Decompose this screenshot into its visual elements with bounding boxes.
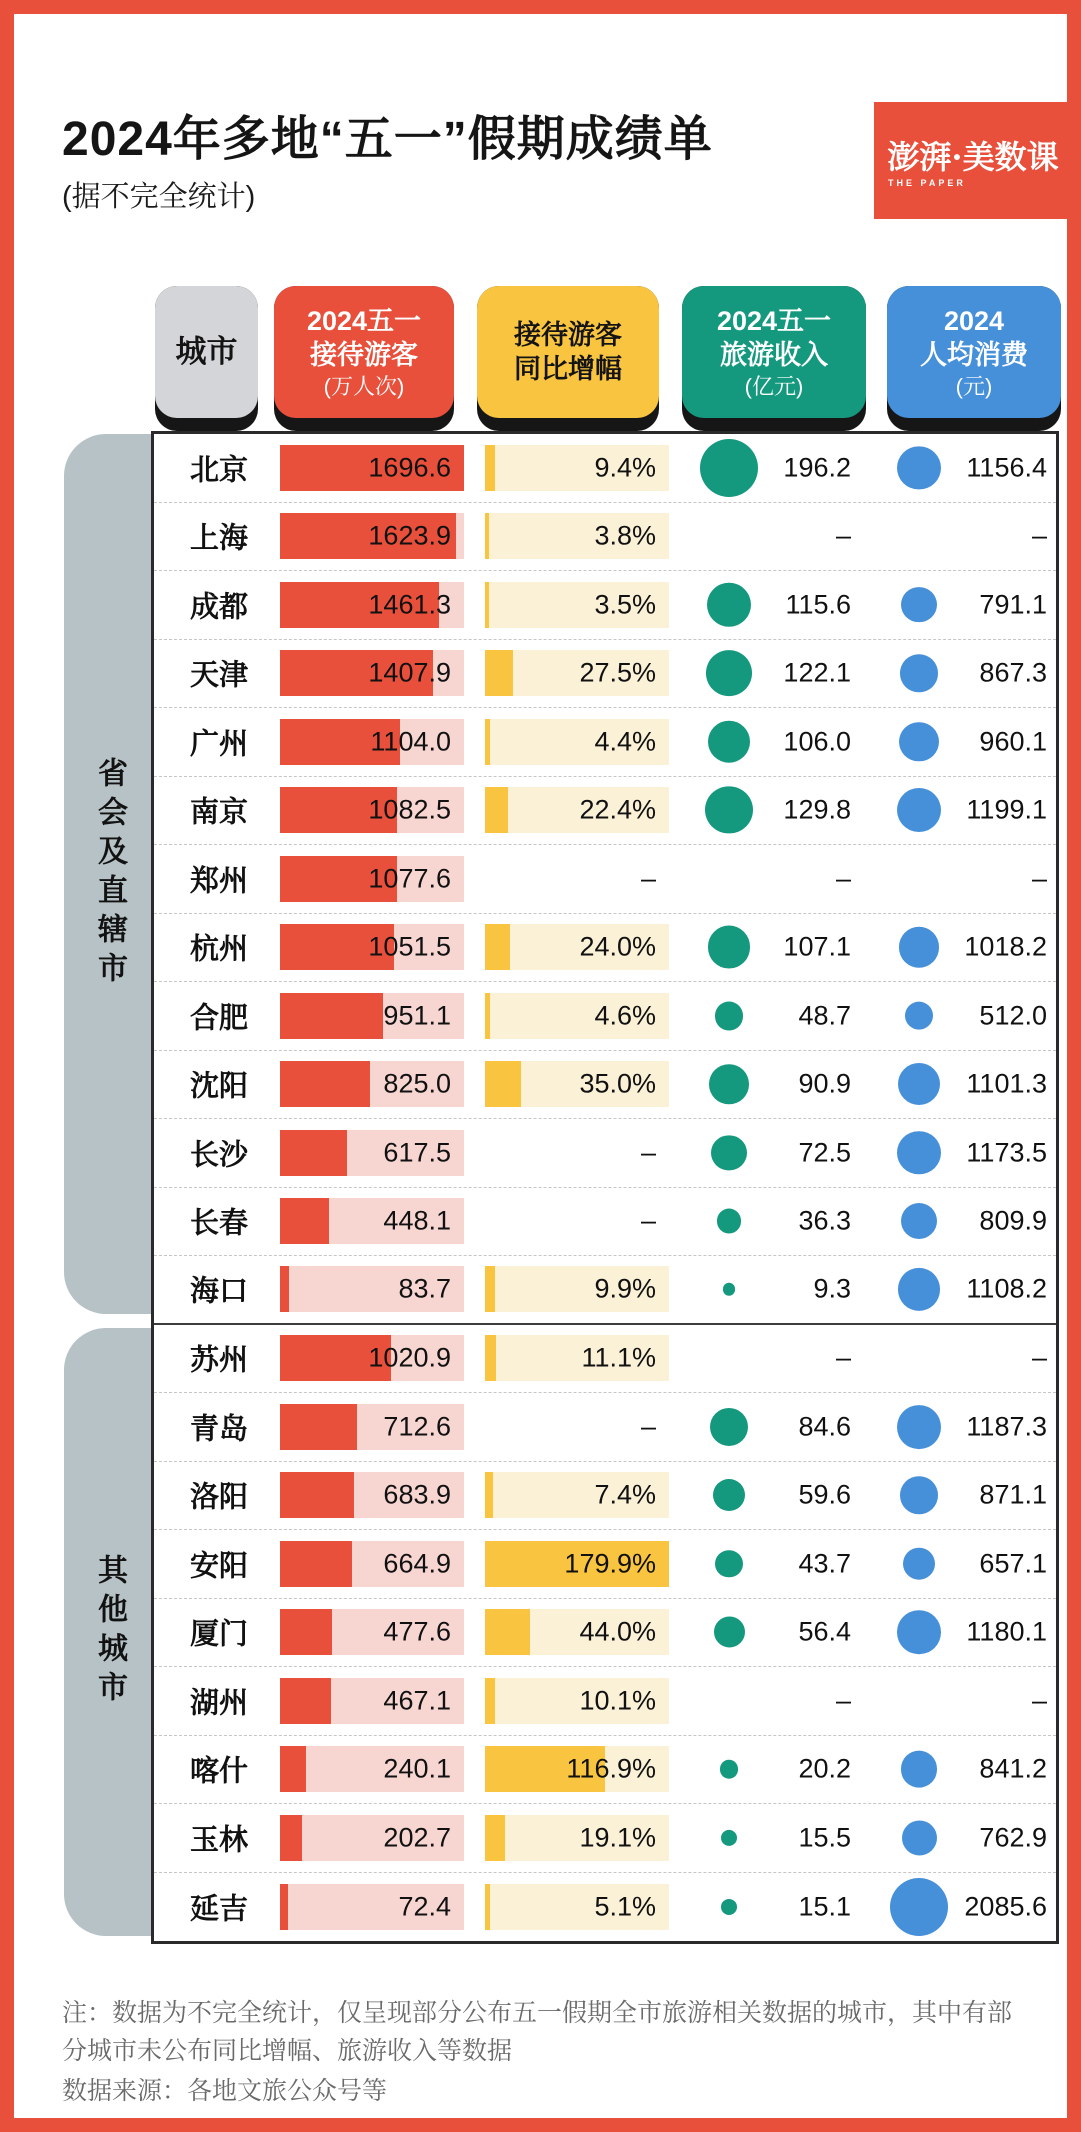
- column-header-visitors-face: [274, 286, 454, 418]
- column-header-visitors-line1: 2024五一: [306, 306, 422, 336]
- growth-bar-track: [485, 513, 669, 559]
- table-row: [154, 1804, 1056, 1873]
- growth-bar: [485, 787, 508, 833]
- spend-missing-dash: –: [1031, 520, 1047, 551]
- visitors-bar-track: [280, 1472, 464, 1518]
- city-label: 洛阳: [189, 1481, 248, 1514]
- visitors-bar-track: [280, 1266, 464, 1312]
- visitors-bar-track: [280, 856, 464, 902]
- data-table: [151, 431, 1059, 1944]
- growth-value: 7.4%: [594, 1479, 656, 1510]
- city-label: 广州: [189, 728, 248, 761]
- table-row: [154, 1736, 1056, 1805]
- visitors-value: 617.5: [383, 1137, 451, 1168]
- visitors-bar: [280, 1404, 357, 1450]
- revenue-value: 129.8: [783, 794, 851, 825]
- growth-bar-track: [485, 445, 669, 491]
- column-header-spend-line2: 人均消费: [920, 340, 1028, 370]
- city-label: 苏州: [189, 1344, 248, 1377]
- revenue-value: 122.1: [783, 657, 851, 688]
- revenue-value: 20.2: [798, 1753, 851, 1784]
- table-row: [154, 1462, 1056, 1531]
- growth-bar: [485, 1472, 493, 1518]
- visitors-value: 72.4: [398, 1891, 451, 1922]
- revenue-circle: [721, 1899, 737, 1915]
- spend-circle: [899, 927, 940, 968]
- table-row: [154, 434, 1056, 503]
- revenue-circle: [706, 650, 752, 696]
- column-header-revenue-face: [682, 286, 866, 418]
- column-header-spend-unit: (元): [955, 374, 993, 399]
- revenue-value: 59.6: [798, 1479, 851, 1510]
- growth-bar-track: [485, 1061, 669, 1107]
- table-row: [154, 1119, 1056, 1188]
- growth-bar-track: [485, 719, 669, 765]
- growth-bar-track: [485, 1884, 669, 1930]
- revenue-missing-dash: –: [835, 863, 851, 894]
- growth-bar: [485, 582, 489, 628]
- table-rows: [154, 434, 1056, 1941]
- revenue-value: 115.6: [785, 589, 851, 620]
- growth-bar-track: [485, 924, 669, 970]
- growth-bar-track: [485, 582, 669, 628]
- city-label: 北京: [189, 454, 248, 487]
- growth-bar: [485, 1884, 490, 1930]
- growth-bar: [485, 445, 495, 491]
- growth-bar: [485, 1335, 496, 1381]
- visitors-value: 1051.5: [368, 931, 451, 962]
- table-row: [154, 1256, 1056, 1325]
- growth-value: 9.4%: [594, 452, 656, 483]
- table-row: [154, 845, 1056, 914]
- revenue-value: 196.2: [783, 452, 851, 483]
- column-header-spend: [887, 286, 1061, 431]
- spend-circle: [897, 446, 940, 489]
- visitors-bar-track: [280, 1130, 464, 1176]
- revenue-value: 72.5: [798, 1137, 851, 1168]
- table-row: [154, 1599, 1056, 1668]
- column-header-growth-face: [477, 286, 659, 418]
- growth-value: 179.9%: [564, 1548, 656, 1579]
- growth-bar-track: [485, 1678, 669, 1724]
- column-header-growth-line2: 同比增幅: [514, 354, 622, 384]
- growth-value: 4.6%: [594, 1000, 656, 1031]
- city-label: 延吉: [189, 1893, 248, 1926]
- growth-bar: [485, 650, 513, 696]
- visitors-value: 951.1: [383, 1000, 451, 1031]
- table-row: [154, 914, 1056, 983]
- spend-value: 762.9: [979, 1822, 1047, 1853]
- growth-value: 11.1%: [581, 1342, 656, 1373]
- spend-value: 1173.5: [966, 1137, 1047, 1168]
- table-row: [154, 1530, 1056, 1599]
- visitors-bar: [280, 1472, 354, 1518]
- growth-value: 3.5%: [594, 589, 656, 620]
- spend-value: 791.1: [979, 589, 1047, 620]
- visitors-value: 1461.3: [368, 589, 451, 620]
- group-label-capitals: [64, 434, 154, 1314]
- growth-value: 4.4%: [594, 726, 656, 757]
- growth-missing-dash: –: [640, 1205, 656, 1236]
- revenue-circle: [700, 439, 758, 497]
- visitors-bar-track: [280, 1541, 464, 1587]
- visitors-bar-track: [280, 1815, 464, 1861]
- column-header-spend-line1: 2024: [943, 306, 1005, 336]
- revenue-circle: [705, 787, 752, 834]
- growth-value: 22.4%: [579, 794, 656, 825]
- visitors-bar-track: [280, 1746, 464, 1792]
- visitors-bar-track: [280, 582, 464, 628]
- revenue-value: 48.7: [798, 1000, 851, 1031]
- visitors-bar-track: [280, 993, 464, 1039]
- visitors-bar: [280, 1541, 352, 1587]
- revenue-circle: [717, 1209, 742, 1234]
- revenue-missing-dash: –: [835, 1342, 851, 1373]
- group-label-capitals-text: 省会及直辖市: [93, 757, 126, 991]
- visitors-bar-track: [280, 1198, 464, 1244]
- growth-bar: [485, 513, 489, 559]
- city-label: 安阳: [189, 1550, 248, 1583]
- spend-circle: [900, 655, 937, 692]
- revenue-circle: [715, 1550, 742, 1577]
- growth-bar-track: [485, 1609, 669, 1655]
- table-row: [154, 503, 1056, 572]
- visitors-value: 477.6: [383, 1616, 451, 1647]
- visitors-value: 83.7: [398, 1273, 451, 1304]
- revenue-circle: [707, 583, 752, 628]
- spend-circle: [903, 1547, 936, 1580]
- growth-bar-track: [485, 1335, 669, 1381]
- visitors-bar: [280, 993, 383, 1039]
- growth-value: 27.5%: [579, 657, 656, 688]
- spend-value: 867.3: [979, 657, 1047, 688]
- spend-value: 1018.2: [964, 931, 1047, 962]
- table-row: [154, 1393, 1056, 1462]
- table-row: [154, 640, 1056, 709]
- revenue-circle: [709, 1065, 749, 1105]
- visitors-bar-track: [280, 1404, 464, 1450]
- visitors-value: 202.7: [383, 1822, 451, 1853]
- table-row: [154, 1873, 1056, 1942]
- visitors-value: 448.1: [383, 1205, 451, 1236]
- column-header-revenue-line2: 旅游收入: [720, 340, 828, 370]
- revenue-value: 9.3: [813, 1273, 851, 1304]
- revenue-value: 84.6: [798, 1411, 851, 1442]
- spend-value: 1180.1: [966, 1616, 1047, 1647]
- spend-circle: [902, 1820, 937, 1855]
- spend-missing-dash: –: [1031, 1685, 1047, 1716]
- growth-bar: [485, 1815, 505, 1861]
- revenue-circle: [710, 1408, 748, 1446]
- column-header-visitors-line2: 接待游客: [310, 340, 418, 370]
- visitors-value: 1077.6: [368, 863, 451, 894]
- visitors-bar-track: [280, 513, 464, 559]
- city-label: 上海: [189, 522, 248, 555]
- revenue-circle: [713, 1479, 745, 1511]
- visitors-bar: [280, 1266, 289, 1312]
- visitors-bar: [280, 1198, 329, 1244]
- spend-value: 1101.3: [966, 1068, 1047, 1099]
- spend-value: 871.1: [979, 1479, 1047, 1510]
- city-label: 玉林: [189, 1824, 248, 1857]
- spend-circle: [899, 722, 938, 761]
- growth-bar-track: [485, 1266, 669, 1312]
- spend-value: 1156.4: [966, 452, 1047, 483]
- growth-bar: [485, 1061, 521, 1107]
- growth-value: 35.0%: [579, 1068, 656, 1099]
- city-label: 杭州: [189, 933, 248, 966]
- growth-bar: [485, 719, 490, 765]
- visitors-bar-track: [280, 1335, 464, 1381]
- spend-circle: [897, 1405, 941, 1449]
- visitors-bar-track: [280, 1609, 464, 1655]
- growth-missing-dash: –: [640, 1137, 656, 1168]
- growth-value: 9.9%: [594, 1273, 656, 1304]
- visitors-value: 1623.9: [368, 520, 451, 551]
- visitors-value: 683.9: [383, 1479, 451, 1510]
- spend-value: 512.0: [979, 1000, 1047, 1031]
- table-row: [154, 982, 1056, 1051]
- revenue-value: 90.9: [798, 1068, 851, 1099]
- spend-circle: [901, 587, 937, 623]
- column-header-city: [155, 286, 258, 431]
- spend-circle: [897, 1610, 941, 1654]
- city-label: 海口: [189, 1275, 248, 1308]
- spend-circle: [900, 1477, 938, 1515]
- column-header-city-label: 城市: [175, 334, 238, 369]
- growth-value: 3.8%: [594, 520, 656, 551]
- revenue-circle: [708, 720, 751, 763]
- spend-value: 1108.2: [966, 1273, 1047, 1304]
- revenue-value: 43.7: [798, 1548, 851, 1579]
- city-label: 沈阳: [189, 1070, 248, 1103]
- visitors-bar: [280, 1061, 370, 1107]
- growth-bar-track: [485, 1746, 669, 1792]
- growth-bar-track: [485, 1815, 669, 1861]
- revenue-circle: [708, 926, 751, 969]
- city-label: 南京: [189, 796, 248, 829]
- revenue-circle: [723, 1283, 736, 1296]
- page-subtitle: (据不完全统计): [62, 181, 256, 213]
- spend-value: 841.2: [979, 1753, 1047, 1784]
- growth-value: 116.9%: [566, 1753, 656, 1784]
- spend-value: 960.1: [979, 726, 1047, 757]
- revenue-missing-dash: –: [835, 520, 851, 551]
- revenue-circle: [720, 1760, 739, 1779]
- city-label: 长春: [189, 1207, 248, 1240]
- visitors-bar-track: [280, 650, 464, 696]
- city-label: 厦门: [189, 1618, 248, 1651]
- table-row: [154, 1051, 1056, 1120]
- revenue-value: 36.3: [798, 1205, 851, 1236]
- visitors-bar-track: [280, 924, 464, 970]
- growth-value: 10.1%: [579, 1685, 656, 1716]
- city-label: 成都: [189, 591, 248, 624]
- spend-circle: [905, 1001, 934, 1030]
- visitors-value: 1104.0: [370, 726, 451, 757]
- growth-bar: [485, 1266, 495, 1312]
- growth-value: 5.1%: [594, 1891, 656, 1922]
- column-header-revenue-unit: (亿元): [744, 374, 804, 399]
- growth-bar-track: [485, 993, 669, 1039]
- column-header-city-face: [155, 286, 258, 418]
- growth-bar-track: [485, 787, 669, 833]
- column-header-visitors: [274, 286, 454, 431]
- column-header-spend-face: [887, 286, 1061, 418]
- visitors-value: 1407.9: [368, 657, 451, 688]
- spend-circle: [897, 1131, 941, 1175]
- spend-value: 1199.1: [966, 794, 1047, 825]
- table-row: [154, 1325, 1056, 1394]
- spend-circle: [898, 1063, 940, 1105]
- growth-missing-dash: –: [640, 863, 656, 894]
- growth-bar-track: [485, 1541, 669, 1587]
- spend-circle: [901, 1203, 937, 1239]
- revenue-circle: [711, 1135, 746, 1170]
- logo-main-text: 澎湃·美数课: [887, 138, 1059, 176]
- column-header-growth: [477, 286, 659, 431]
- logo-sub-text: THE PAPER: [888, 178, 966, 188]
- growth-value: 24.0%: [579, 931, 656, 962]
- spend-value: 1187.3: [966, 1411, 1047, 1442]
- spend-circle: [897, 788, 941, 832]
- visitors-bar: [280, 1884, 288, 1930]
- city-label: 天津: [189, 659, 248, 692]
- visitors-value: 1696.6: [368, 452, 451, 483]
- spend-value: 657.1: [979, 1548, 1047, 1579]
- table-row: [154, 708, 1056, 777]
- revenue-missing-dash: –: [835, 1685, 851, 1716]
- spend-missing-dash: –: [1031, 1342, 1047, 1373]
- column-header-revenue: [682, 286, 866, 431]
- group-label-other-cities: [64, 1328, 154, 1936]
- table-row: [154, 571, 1056, 640]
- spend-circle: [898, 1268, 940, 1310]
- table-row: [154, 1188, 1056, 1257]
- revenue-circle: [721, 1830, 737, 1846]
- spend-value: 2085.6: [964, 1891, 1047, 1922]
- revenue-value: 15.1: [798, 1891, 851, 1922]
- visitors-bar-track: [280, 1678, 464, 1724]
- page-title: 2024年多地“五一”假期成绩单: [62, 113, 713, 166]
- revenue-circle: [715, 1001, 744, 1030]
- growth-bar-track: [485, 1472, 669, 1518]
- growth-missing-dash: –: [640, 1411, 656, 1442]
- visitors-bar: [280, 1130, 347, 1176]
- growth-value: 19.1%: [579, 1822, 656, 1853]
- revenue-value: 107.1: [783, 931, 851, 962]
- growth-bar: [485, 924, 510, 970]
- column-header-growth-line1: 接待游客: [514, 320, 622, 350]
- footer: [62, 1994, 1022, 2110]
- growth-bar: [485, 1678, 495, 1724]
- group-label-other-cities-text: 其他城市: [93, 1554, 126, 1710]
- visitors-bar: [280, 1746, 306, 1792]
- column-header-revenue-line1: 2024五一: [716, 306, 832, 336]
- revenue-value: 106.0: [783, 726, 851, 757]
- revenue-value: 15.5: [798, 1822, 851, 1853]
- table-row: [154, 777, 1056, 846]
- spend-circle: [890, 1878, 948, 1936]
- spend-circle: [901, 1751, 938, 1788]
- visitors-value: 1082.5: [368, 794, 451, 825]
- visitors-value: 1020.9: [368, 1342, 451, 1373]
- city-label: 长沙: [189, 1139, 248, 1172]
- data-source: 数据来源：各地文旅公众号等: [62, 2077, 388, 2105]
- visitors-bar-track: [280, 719, 464, 765]
- growth-bar: [485, 1609, 530, 1655]
- the-paper-logo: [874, 102, 1072, 219]
- visitors-value: 825.0: [383, 1068, 451, 1099]
- growth-bar: [485, 993, 490, 1039]
- visitors-bar-track: [280, 445, 464, 491]
- visitors-value: 240.1: [383, 1753, 451, 1784]
- footnote: 注：数据为不完全统计，仅呈现部分公布五一假期全市旅游相关数据的城市，其中有部分城市未公布同比增幅、旅游收入等数据: [62, 1999, 1013, 2065]
- city-label: 郑州: [189, 865, 248, 898]
- growth-bar-track: [485, 650, 669, 696]
- visitors-bar-track: [280, 787, 464, 833]
- visitors-bar: [280, 1609, 332, 1655]
- table-row: [154, 1667, 1056, 1736]
- visitors-value: 712.6: [383, 1411, 451, 1442]
- revenue-circle: [714, 1617, 745, 1648]
- visitors-value: 664.9: [383, 1548, 451, 1579]
- city-label: 喀什: [189, 1755, 248, 1788]
- visitors-bar: [280, 1815, 302, 1861]
- column-header-visitors-unit: (万人次): [323, 374, 405, 399]
- city-label: 青岛: [189, 1413, 248, 1446]
- visitors-bar-track: [280, 1884, 464, 1930]
- visitors-bar-track: [280, 1061, 464, 1107]
- revenue-value: 56.4: [798, 1616, 851, 1647]
- visitors-bar: [280, 1678, 331, 1724]
- city-label: 湖州: [189, 1687, 248, 1720]
- spend-missing-dash: –: [1031, 863, 1047, 894]
- spend-value: 809.9: [979, 1205, 1047, 1236]
- visitors-value: 467.1: [383, 1685, 451, 1716]
- city-label: 合肥: [189, 1002, 248, 1035]
- growth-value: 44.0%: [579, 1616, 656, 1647]
